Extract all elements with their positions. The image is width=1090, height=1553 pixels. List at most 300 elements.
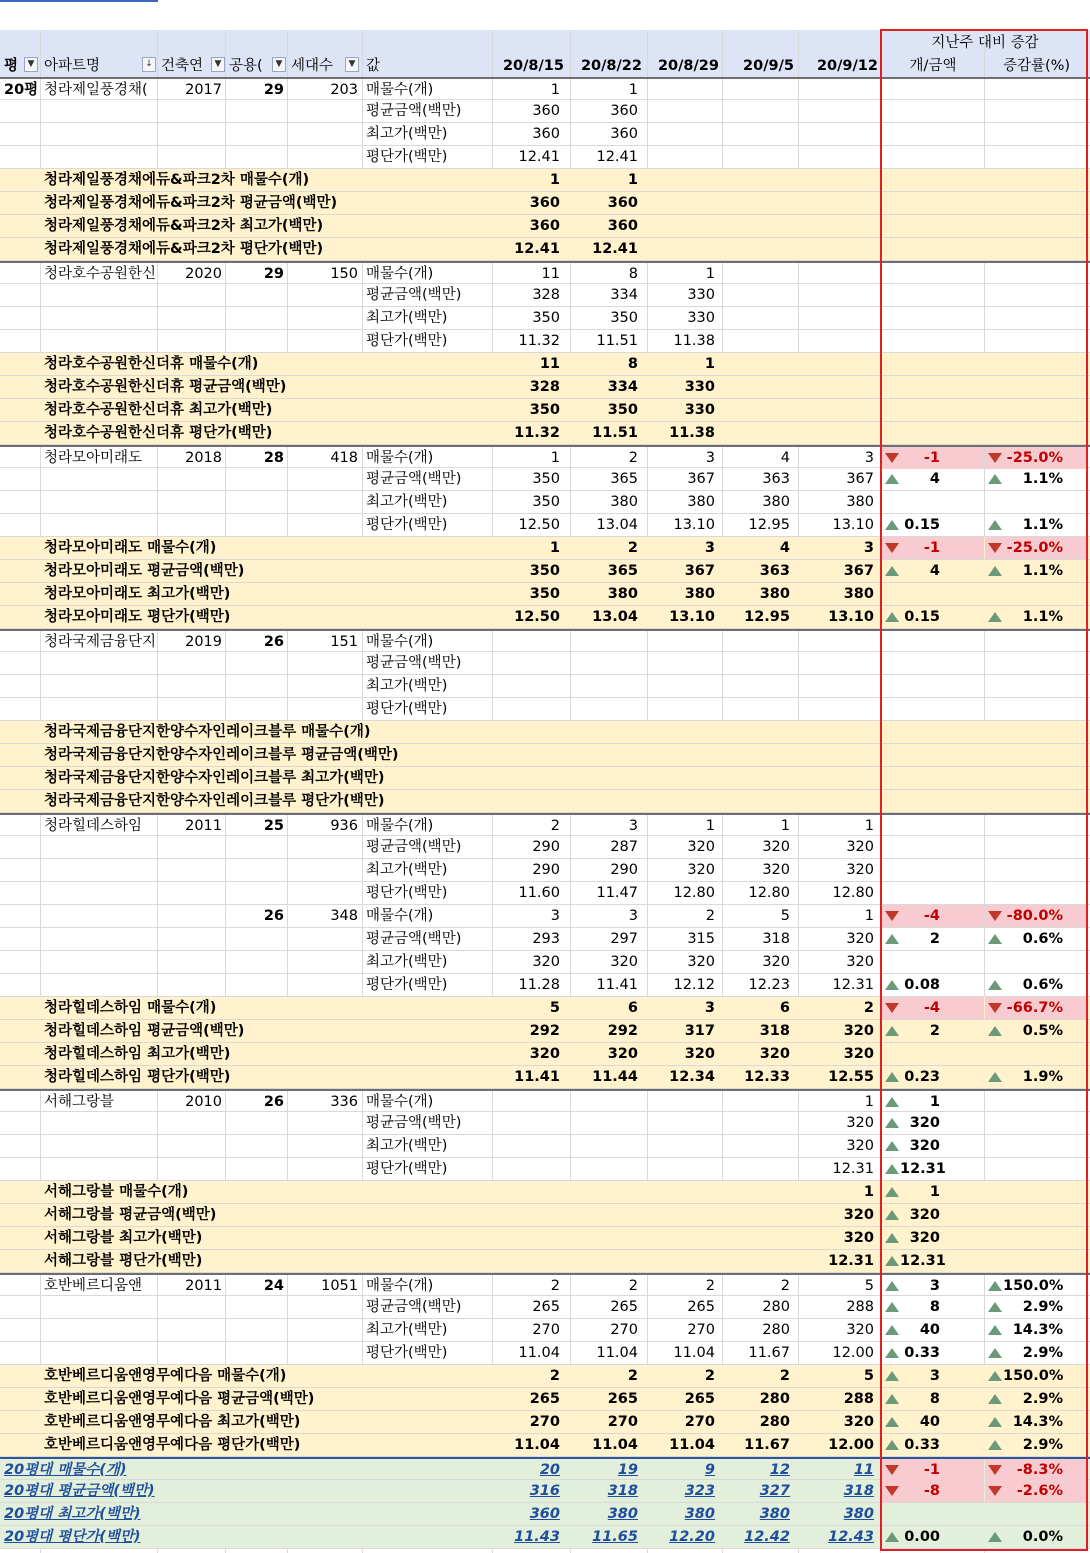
date-value[interactable] <box>722 100 790 122</box>
date-value[interactable]: 320 <box>610 954 638 970</box>
date-value[interactable]: 2 <box>705 1278 715 1294</box>
date-value[interactable]: 11.04 <box>592 1437 638 1453</box>
area-value[interactable]: 29 <box>263 266 284 282</box>
date-value[interactable]: 290 <box>532 839 560 855</box>
date-value[interactable]: 320 <box>843 1230 874 1246</box>
date-value[interactable]: 360 <box>532 103 560 119</box>
subtotal-label[interactable]: 청라국제금융단지한양수자인레이크블루 평단가(백만) <box>44 793 385 809</box>
date-value[interactable]: 11 <box>539 356 560 372</box>
col-header-pyeong[interactable]: 평 <box>4 58 19 74</box>
unit-count[interactable]: 151 <box>330 634 358 650</box>
date-value[interactable] <box>798 376 874 398</box>
date-value[interactable] <box>722 1227 790 1249</box>
date-value[interactable]: 2 <box>549 1368 560 1384</box>
value-label[interactable]: 평단가(백만) <box>366 333 448 349</box>
date-value[interactable] <box>722 330 790 352</box>
date-value[interactable]: 1 <box>549 172 560 188</box>
year-dropdown-icon[interactable]: ▼ <box>211 57 225 72</box>
date-value[interactable]: 350 <box>532 494 560 510</box>
date-value[interactable]: 380 <box>759 586 790 602</box>
date-value[interactable]: 8 <box>627 356 638 372</box>
value-label[interactable]: 평단가(백만) <box>366 701 448 717</box>
date-value[interactable] <box>647 1091 715 1113</box>
date-value[interactable]: 1 <box>864 908 874 924</box>
date-value[interactable]: 12.31 <box>828 1253 874 1269</box>
change-rate[interactable]: 150.0% <box>1003 1368 1064 1384</box>
date-value[interactable]: 315 <box>687 931 715 947</box>
change-amount[interactable]: -1 <box>923 1462 940 1478</box>
date-value[interactable] <box>492 1091 560 1113</box>
date-value[interactable]: 12.20 <box>669 1529 715 1545</box>
date-value[interactable] <box>798 631 874 653</box>
date-value[interactable]: 350 <box>610 310 638 326</box>
value-label[interactable]: 평균금액(백만) <box>366 931 462 947</box>
date-value[interactable] <box>798 100 874 122</box>
date-value[interactable]: 11.67 <box>748 1345 790 1361</box>
date-value[interactable]: 11 <box>853 1462 874 1478</box>
date-value[interactable]: 265 <box>684 1391 715 1407</box>
date-value[interactable]: 11.32 <box>518 333 560 349</box>
value-label[interactable]: 평균금액(백만) <box>366 839 462 855</box>
subtotal-label[interactable]: 서해그랑블 매물수(개) <box>44 1184 189 1200</box>
date-value[interactable]: 2 <box>550 818 560 834</box>
date-value[interactable]: 12.31 <box>832 1161 874 1177</box>
date-value[interactable] <box>722 767 790 789</box>
date-value[interactable]: 318 <box>607 1483 638 1499</box>
date-value[interactable]: 12.80 <box>673 885 715 901</box>
date-value[interactable]: 280 <box>759 1414 790 1430</box>
date-value[interactable]: 293 <box>532 931 560 947</box>
date-value[interactable] <box>722 790 790 812</box>
date-value[interactable]: 11.44 <box>592 1069 638 1085</box>
value-label[interactable]: 매물수(개) <box>366 266 434 282</box>
date-value[interactable]: 5 <box>863 1368 874 1384</box>
date-value[interactable] <box>570 1091 638 1113</box>
date-value[interactable]: 320 <box>843 1023 874 1039</box>
change-amount[interactable]: 320 <box>909 1207 940 1223</box>
date-value[interactable] <box>570 790 638 812</box>
date-value[interactable]: 360 <box>610 126 638 142</box>
date-value[interactable]: 2 <box>550 1278 560 1294</box>
date-value[interactable] <box>722 1112 790 1134</box>
subtotal-label[interactable]: 청라호수공원한신더휴 최고가(백만) <box>44 402 273 418</box>
group-label[interactable]: 20평 <box>4 82 39 98</box>
date-value[interactable]: 12.42 <box>744 1529 790 1545</box>
change-rate[interactable]: 1.9% <box>1022 1069 1063 1085</box>
subtotal-label[interactable]: 청라힐데스하임 매물수(개) <box>44 1000 217 1016</box>
date-value[interactable]: 3 <box>550 908 560 924</box>
date-value[interactable]: 8 <box>628 266 638 282</box>
date-value[interactable]: 334 <box>610 287 638 303</box>
change-amount[interactable]: 0.15 <box>904 517 940 533</box>
date-value[interactable] <box>647 1158 715 1180</box>
date-value[interactable]: 317 <box>684 1023 715 1039</box>
date-value[interactable]: 265 <box>610 1299 638 1315</box>
grand-total-label[interactable]: 20평대 최고가(백만) <box>4 1506 141 1522</box>
date-value[interactable]: 380 <box>759 1506 790 1522</box>
date-value[interactable]: 20 <box>539 1462 560 1478</box>
date-value[interactable] <box>798 744 874 766</box>
date-value[interactable]: 13.10 <box>673 517 715 533</box>
date-value[interactable] <box>722 123 790 145</box>
date-value[interactable]: 320 <box>846 1322 874 1338</box>
date-value[interactable] <box>647 721 715 743</box>
value-label[interactable]: 평단가(백만) <box>366 1161 448 1177</box>
change-amount[interactable]: 320 <box>909 1138 940 1154</box>
date-value[interactable] <box>647 790 715 812</box>
grand-total-label[interactable]: 20평대 평단가(백만) <box>4 1529 141 1545</box>
subtotal-label[interactable]: 청라국제금융단지한양수자인레이크블루 평균금액(백만) <box>44 747 399 763</box>
date-value[interactable]: 2 <box>863 1000 874 1016</box>
date-value[interactable] <box>570 1158 638 1180</box>
value-label[interactable]: 평단가(백만) <box>366 977 448 993</box>
date-value[interactable]: 367 <box>843 563 874 579</box>
date-value[interactable] <box>492 675 560 697</box>
date-value[interactable]: 12.95 <box>744 609 790 625</box>
col-header-apt[interactable]: 아파트명 <box>44 58 101 74</box>
value-label[interactable]: 평균금액(백만) <box>366 287 462 303</box>
date-value[interactable]: 12.31 <box>832 977 874 993</box>
units-dropdown-icon[interactable]: ▼ <box>345 57 359 72</box>
date-value[interactable]: 316 <box>529 1483 560 1499</box>
date-value[interactable] <box>647 631 715 653</box>
value-label[interactable]: 평균금액(백만) <box>366 1299 462 1315</box>
date-value[interactable]: 380 <box>684 586 715 602</box>
date-value[interactable]: 380 <box>762 494 790 510</box>
subtotal-label[interactable]: 청라제일풍경채에듀&파크2차 평단가(백만) <box>44 241 324 257</box>
build-year[interactable]: 2018 <box>185 450 222 466</box>
date-value[interactable]: 360 <box>529 218 560 234</box>
date-value[interactable]: 11.67 <box>744 1437 790 1453</box>
date-value[interactable] <box>798 79 874 101</box>
date-value[interactable] <box>722 675 790 697</box>
apartment-name[interactable]: 청라국제금융단지 <box>44 634 157 650</box>
date-value[interactable] <box>798 330 874 352</box>
date-value[interactable]: 11.04 <box>669 1437 715 1453</box>
change-amount[interactable]: -1 <box>923 540 940 556</box>
build-year[interactable]: 2020 <box>185 266 222 282</box>
date-value[interactable]: 11.43 <box>514 1529 560 1545</box>
date-value[interactable] <box>722 1158 790 1180</box>
date-value[interactable] <box>798 675 874 697</box>
date-value[interactable]: 290 <box>610 862 638 878</box>
date-value[interactable]: 1 <box>628 82 638 98</box>
date-value[interactable]: 2 <box>627 1368 638 1384</box>
date-value[interactable]: 6 <box>779 1000 790 1016</box>
date-value[interactable]: 2 <box>779 1368 790 1384</box>
date-value[interactable] <box>570 631 638 653</box>
value-label[interactable]: 평균금액(백만) <box>366 655 462 671</box>
date-value[interactable]: 330 <box>687 310 715 326</box>
build-year[interactable]: 2019 <box>185 634 222 650</box>
date-value[interactable] <box>798 284 874 306</box>
build-year[interactable]: 2011 <box>185 818 222 834</box>
date-value[interactable] <box>798 652 874 674</box>
change-amount[interactable]: -4 <box>923 908 940 924</box>
date-value[interactable]: 6 <box>627 1000 638 1016</box>
date-value[interactable] <box>492 1158 560 1180</box>
date-value[interactable]: 290 <box>532 862 560 878</box>
date-value[interactable]: 320 <box>762 954 790 970</box>
date-value[interactable]: 288 <box>846 1299 874 1315</box>
date-value[interactable]: 350 <box>529 586 560 602</box>
date-value[interactable]: 12.80 <box>748 885 790 901</box>
date-value[interactable]: 287 <box>610 839 638 855</box>
date-value[interactable] <box>647 675 715 697</box>
date-value[interactable]: 380 <box>843 586 874 602</box>
date-value[interactable]: 13.10 <box>828 609 874 625</box>
date-value[interactable] <box>492 767 560 789</box>
change-amount[interactable]: 4 <box>929 471 940 487</box>
date-value[interactable]: 11.65 <box>592 1529 638 1545</box>
date-value[interactable]: 320 <box>687 954 715 970</box>
date-value[interactable]: 5 <box>780 908 790 924</box>
date-value[interactable] <box>722 422 790 444</box>
apartment-name[interactable]: 청라힐데스하임 <box>44 818 143 834</box>
change-rate[interactable]: 0.6% <box>1022 931 1063 947</box>
change-amount[interactable]: 12.31 <box>900 1161 946 1177</box>
date-value[interactable] <box>798 422 874 444</box>
date-value[interactable]: 12.33 <box>744 1069 790 1085</box>
change-amount[interactable]: 0.08 <box>904 977 940 993</box>
date-value[interactable]: 320 <box>607 1046 638 1062</box>
subtotal-label[interactable]: 청라제일풍경채에듀&파크2차 최고가(백만) <box>44 218 324 234</box>
change-rate[interactable]: 14.3% <box>1012 1322 1063 1338</box>
date-value[interactable] <box>722 263 790 285</box>
date-value[interactable]: 318 <box>843 1483 874 1499</box>
subtotal-label[interactable]: 청라힐데스하임 평균금액(백만) <box>44 1023 245 1039</box>
date-value[interactable]: 5 <box>864 1278 874 1294</box>
date-value[interactable]: 2 <box>705 908 715 924</box>
subtotal-label[interactable]: 서해그랑블 최고가(백만) <box>44 1230 203 1246</box>
date-value[interactable]: 11 <box>541 266 560 282</box>
date-value[interactable]: 1 <box>549 540 560 556</box>
date-value[interactable]: 327 <box>759 1483 790 1499</box>
date-value[interactable]: 318 <box>762 931 790 947</box>
date-value[interactable] <box>647 238 715 260</box>
date-value[interactable]: 320 <box>762 839 790 855</box>
date-value[interactable]: 280 <box>762 1322 790 1338</box>
value-label[interactable]: 평단가(백만) <box>366 517 448 533</box>
change-amount[interactable]: 320 <box>909 1230 940 1246</box>
date-value[interactable] <box>492 1135 560 1157</box>
date-value[interactable] <box>492 698 560 720</box>
date-value[interactable] <box>798 307 874 329</box>
date-value[interactable] <box>722 1181 790 1203</box>
date-value[interactable] <box>570 675 638 697</box>
date-value[interactable] <box>722 1250 790 1272</box>
date-value[interactable] <box>798 215 874 237</box>
date-value[interactable]: 350 <box>529 563 560 579</box>
apartment-name[interactable]: 호반베르디움앤 <box>44 1278 143 1294</box>
date-value[interactable]: 2 <box>780 1278 790 1294</box>
change-amount[interactable]: 40 <box>919 1322 940 1338</box>
date-value[interactable]: 11.60 <box>518 885 560 901</box>
date-value[interactable] <box>647 744 715 766</box>
value-label[interactable]: 최고가(백만) <box>366 494 448 510</box>
change-amount[interactable]: 8 <box>929 1299 940 1315</box>
value-label[interactable]: 평단가(백만) <box>366 885 448 901</box>
date-value[interactable]: 380 <box>610 494 638 510</box>
subtotal-label[interactable]: 청라모아미래도 매물수(개) <box>44 540 217 556</box>
date-value[interactable]: 323 <box>684 1483 715 1499</box>
value-label[interactable]: 매물수(개) <box>366 82 434 98</box>
change-rate[interactable]: 14.3% <box>1012 1414 1063 1430</box>
date-value[interactable]: 3 <box>864 450 874 466</box>
unit-count[interactable]: 150 <box>330 266 358 282</box>
change-amount[interactable]: 1 <box>929 1094 940 1110</box>
col-header-units[interactable]: 세대수 <box>291 58 334 74</box>
change-rate[interactable]: 1.1% <box>1022 609 1063 625</box>
date-value[interactable] <box>647 652 715 674</box>
change-rate[interactable]: 1.1% <box>1022 517 1063 533</box>
col-header-area[interactable]: 공용( <box>229 58 263 74</box>
date-value[interactable]: 360 <box>529 195 560 211</box>
change-rate[interactable]: 1.1% <box>1022 563 1063 579</box>
date-value[interactable]: 3 <box>705 450 715 466</box>
subtotal-label[interactable]: 청라제일풍경채에듀&파크2차 매물수(개) <box>44 172 310 188</box>
date-value[interactable] <box>570 767 638 789</box>
change-amount[interactable]: -1 <box>923 450 940 466</box>
date-value[interactable] <box>647 215 715 237</box>
value-label[interactable]: 매물수(개) <box>366 1278 434 1294</box>
date-value[interactable] <box>722 215 790 237</box>
date-value[interactable] <box>570 1181 638 1203</box>
date-value[interactable]: 12.43 <box>828 1529 874 1545</box>
date-value[interactable]: 367 <box>687 471 715 487</box>
date-value[interactable]: 1 <box>704 356 715 372</box>
sort-dropdown-icon[interactable]: ↓ <box>142 57 156 72</box>
date-value[interactable]: 2 <box>628 1278 638 1294</box>
subtotal-label[interactable]: 청라모아미래도 평균금액(백만) <box>44 563 245 579</box>
change-rate[interactable]: -66.7% <box>1006 1000 1063 1016</box>
value-label[interactable]: 평균금액(백만) <box>366 471 462 487</box>
subtotal-label[interactable]: 호반베르디움앤영무예다음 평균금액(백만) <box>44 1391 315 1407</box>
subtotal-label[interactable]: 호반베르디움앤영무예다음 최고가(백만) <box>44 1414 301 1430</box>
date-value[interactable]: 11.04 <box>514 1437 560 1453</box>
date-value[interactable]: 367 <box>846 471 874 487</box>
value-label[interactable]: 평단가(백만) <box>366 149 448 165</box>
change-amount[interactable]: 320 <box>909 1115 940 1131</box>
subtotal-label[interactable]: 서해그랑블 평균금액(백만) <box>44 1207 217 1223</box>
unit-count[interactable]: 336 <box>330 1094 358 1110</box>
date-value[interactable]: 320 <box>846 1115 874 1131</box>
build-year[interactable]: 2017 <box>185 82 222 98</box>
value-label[interactable]: 평균금액(백만) <box>366 1115 462 1131</box>
date-value[interactable]: 265 <box>687 1299 715 1315</box>
date-value[interactable]: 320 <box>687 862 715 878</box>
date-value[interactable] <box>492 744 560 766</box>
date-value[interactable]: 320 <box>843 1207 874 1223</box>
date-value[interactable]: 12.80 <box>832 885 874 901</box>
change-rate[interactable]: -8.3% <box>1016 1462 1063 1478</box>
date-value[interactable]: 3 <box>704 1000 715 1016</box>
date-value[interactable]: 328 <box>532 287 560 303</box>
date-value[interactable]: 280 <box>759 1391 790 1407</box>
change-rate[interactable]: 2.9% <box>1022 1391 1063 1407</box>
area-value[interactable]: 26 <box>263 1094 284 1110</box>
date-value[interactable]: 270 <box>529 1414 560 1430</box>
date-value[interactable]: 11.41 <box>514 1069 560 1085</box>
date-value[interactable]: 12.41 <box>518 149 560 165</box>
date-value[interactable] <box>570 744 638 766</box>
date-value[interactable] <box>798 192 874 214</box>
area-value[interactable]: 28 <box>263 450 284 466</box>
value-label[interactable]: 최고가(백만) <box>366 126 448 142</box>
date-value[interactable]: 3 <box>628 818 638 834</box>
date-value[interactable]: 13.04 <box>596 517 638 533</box>
date-value[interactable]: 320 <box>532 954 560 970</box>
date-value[interactable]: 12.50 <box>514 609 560 625</box>
date-value[interactable] <box>798 123 874 145</box>
date-value[interactable] <box>647 767 715 789</box>
date-value[interactable] <box>570 721 638 743</box>
change-amount[interactable]: 0.33 <box>904 1437 940 1453</box>
value-label[interactable]: 매물수(개) <box>366 634 434 650</box>
change-rate[interactable]: 1.1% <box>1022 471 1063 487</box>
change-rate[interactable]: -25.0% <box>1006 450 1063 466</box>
date-value[interactable]: 11.32 <box>514 425 560 441</box>
change-rate[interactable]: -80.0% <box>1006 908 1063 924</box>
change-amount[interactable]: 0.33 <box>904 1345 940 1361</box>
change-amount[interactable]: 2 <box>929 1023 940 1039</box>
date-value[interactable] <box>722 1135 790 1157</box>
date-value[interactable] <box>492 721 560 743</box>
date-value[interactable]: 380 <box>684 1506 715 1522</box>
date-value[interactable] <box>722 652 790 674</box>
change-amount[interactable]: 4 <box>929 563 940 579</box>
date-value[interactable]: 320 <box>759 1046 790 1062</box>
date-value[interactable]: 12.41 <box>514 241 560 257</box>
date-value[interactable]: 12.95 <box>748 517 790 533</box>
date-value[interactable]: 365 <box>610 471 638 487</box>
date-value[interactable] <box>798 790 874 812</box>
date-value[interactable]: 11.41 <box>596 977 638 993</box>
change-amount[interactable]: 40 <box>919 1414 940 1430</box>
date-value[interactable]: 320 <box>684 1046 715 1062</box>
date-value[interactable] <box>722 169 790 191</box>
date-value[interactable] <box>798 146 874 168</box>
date-value[interactable]: 288 <box>843 1391 874 1407</box>
date-value[interactable] <box>798 263 874 285</box>
date-value[interactable]: 320 <box>846 954 874 970</box>
date-value[interactable] <box>647 100 715 122</box>
change-amount[interactable]: 8 <box>929 1391 940 1407</box>
date-value[interactable] <box>722 307 790 329</box>
date-value[interactable] <box>798 238 874 260</box>
area-value[interactable]: 24 <box>263 1278 284 1294</box>
date-value[interactable]: 9 <box>704 1462 715 1478</box>
subtotal-label[interactable]: 서해그랑블 평단가(백만) <box>44 1253 203 1269</box>
date-value[interactable]: 265 <box>607 1391 638 1407</box>
date-value[interactable]: 1 <box>863 1184 874 1200</box>
date-value[interactable]: 320 <box>846 862 874 878</box>
date-value[interactable]: 19 <box>617 1462 638 1478</box>
apartment-name[interactable]: 서해그랑블 <box>44 1094 115 1110</box>
date-value[interactable]: 1 <box>705 266 715 282</box>
date-value[interactable]: 265 <box>529 1391 560 1407</box>
change-amount[interactable]: -8 <box>923 1483 940 1499</box>
area-value[interactable]: 25 <box>263 818 284 834</box>
col-header-year[interactable]: 건축연 <box>161 58 204 74</box>
date-value[interactable] <box>647 192 715 214</box>
change-rate[interactable]: -25.0% <box>1006 540 1063 556</box>
subtotal-label[interactable]: 청라호수공원한신더휴 평균금액(백만) <box>44 379 287 395</box>
change-amount[interactable]: 2 <box>929 931 940 947</box>
date-value[interactable]: 297 <box>610 931 638 947</box>
date-value[interactable]: 320 <box>529 1046 560 1062</box>
date-value[interactable] <box>570 1204 638 1226</box>
